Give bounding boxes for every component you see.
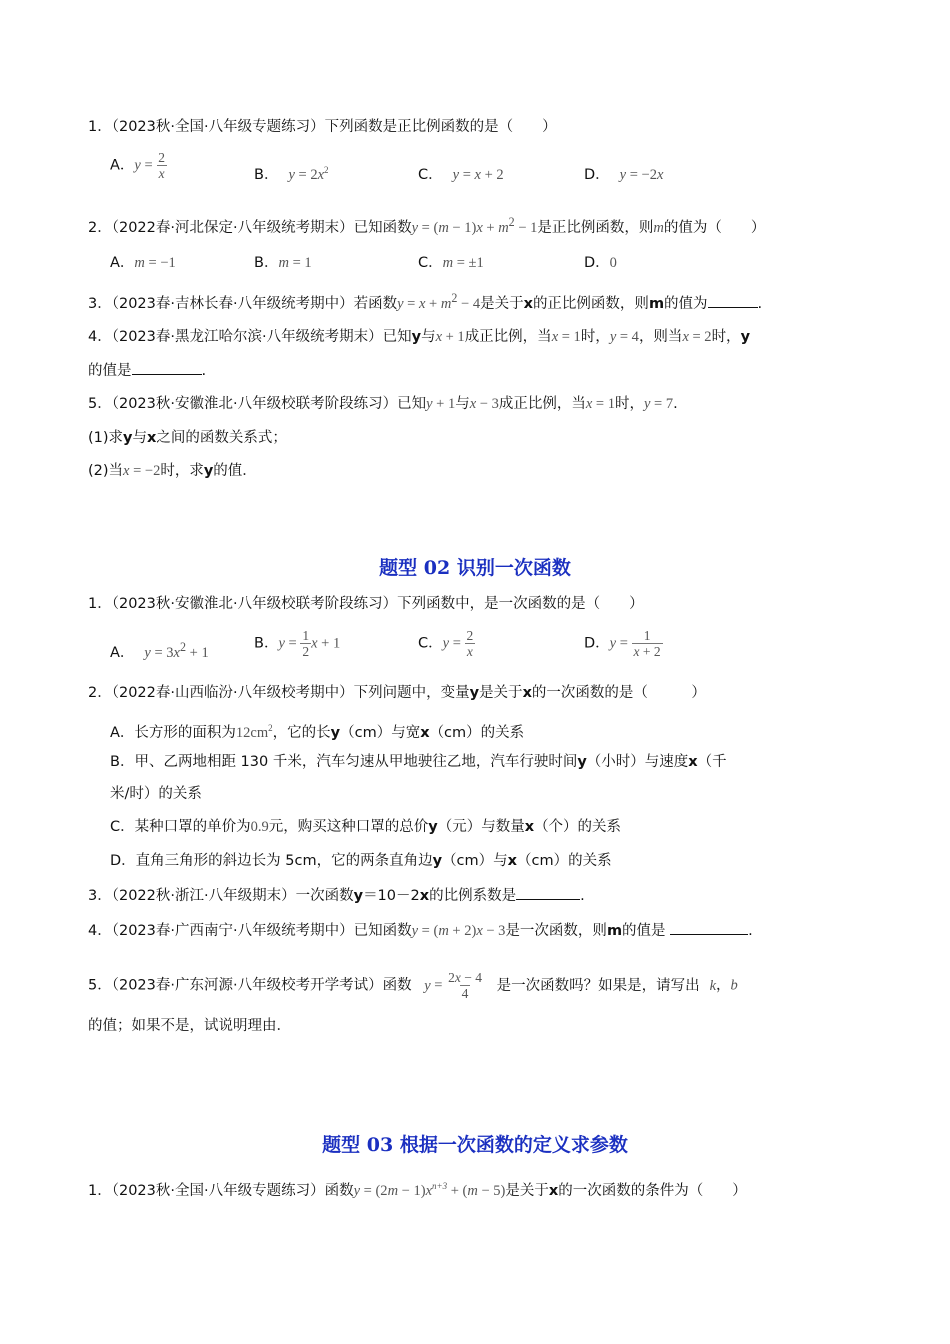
s1-q5-stem: 5．（2023秋·安徽淮北·八年级校联考阶段练习）已知y + 1与x − 3成正比例，当x = 1时，y = 7.: [88, 396, 678, 412]
question-number: 1．: [88, 119, 112, 135]
s1-q1-option-a[interactable]: A．y = $\frac{2}{x}$: [110, 150, 166, 181]
s1-q2-stem: 2．（2022春·河北保定·八年级统考期末）已知函数$y = (m - 1)x + m^2 - 1$是正比例函数，则m的值为（ ）: [88, 215, 766, 236]
s1-q5-part1: (1)求y与x之间的函数关系式；: [88, 430, 287, 446]
s2-q3-stem: 3．（2022秋·浙江·八年级期末）一次函数y＝10－2x的比例系数是 .: [88, 885, 585, 906]
s1-q1-stem: [88, 117, 557, 137]
s1-q1-option-b[interactable]: B． $y = 2x^2$: [254, 165, 329, 183]
s2-q1-option-d[interactable]: D．y = $\frac{1}{x + 2}$: [584, 628, 661, 659]
s2-q2-option-c[interactable]: C．某种口罩的单价为0.9元，购买这种口罩的总价y（元）与数量x（个）的关系: [110, 819, 622, 835]
question-text: 下列函数是正比例函数的是（ ）: [324, 119, 557, 135]
s2-q1-option-a[interactable]: A． $y = 3x^2 + 1$: [110, 640, 209, 661]
s2-q5-stem: 5．（2023春·广东河源·八年级校考开学考试）函数 y = $\frac{2x - 4}{4}$ 是一次函数吗？如果是，请写出 k，b: [88, 970, 738, 1001]
s2-q1-stem: 1．（2023秋·安徽淮北·八年级校联考阶段练习）下列函数中，是一次函数的是（ ）: [88, 596, 644, 612]
s1-q1-option-d[interactable]: D． y = −2x: [584, 167, 664, 183]
s2-q2-option-a[interactable]: A．长方形的面积为$12cm^2$，它的长y（cm）与宽x（cm）的关系: [110, 723, 525, 741]
s1-q2-option-a[interactable]: A．m = −1: [110, 255, 176, 271]
s1-q3-stem: 3．（2023春·吉林长春·八年级统考期中）若函数$y = x + m^2 - 4$是关于x的正比例函数，则m的值为 .: [88, 291, 763, 312]
s1-q2-option-c[interactable]: C．m = ±1: [418, 255, 484, 271]
section-title-03: 题型 03 根据一次函数的定义求参数: [322, 1134, 628, 1156]
answer-blank[interactable]: [670, 920, 748, 935]
answer-blank[interactable]: [708, 293, 758, 308]
s1-q5-part2: (2)当x = −2时，求y的值．: [88, 463, 257, 479]
answer-blank[interactable]: [132, 360, 202, 375]
s2-q2-option-d[interactable]: D．直角三角形的斜边长为 5cm，它的两条直角边y（cm）与x（cm）的关系: [110, 853, 612, 869]
s2-q2-option-b-line2: 米/时）的关系: [110, 786, 202, 802]
s2-q2-stem: 2．（2022春·山西临汾·八年级校考期中）下列问题中，变量y是关于x的一次函数的是（ ）: [88, 685, 706, 701]
s2-q1-option-c[interactable]: C．y = $\frac{2}{x}$: [418, 628, 474, 659]
s1-q1-option-c[interactable]: C． y = x + 2: [418, 167, 504, 183]
s1-q2-option-b[interactable]: B．m = 1: [254, 255, 312, 271]
section-title-02: 题型 02 识别一次函数: [379, 557, 571, 579]
s3-q1-stem: 1．（2023秋·全国·八年级专题练习）函数$y = (2m - 1)x^{n+3} + (m - 5)$是关于x的一次函数的条件为（ ）: [88, 1181, 747, 1199]
question-source: （2023秋·全国·八年级专题练习）: [111, 119, 325, 135]
s2-q2-option-b[interactable]: B．甲、乙两地相距 130 千米，汽车匀速从甲地驶往乙地，汽车行驶时间y（小时）与速度x（千: [110, 754, 727, 770]
s1-q4-line2: 的值是 .: [88, 360, 206, 381]
s1-q4-stem: 4．（2023春·黑龙江哈尔滨·八年级统考期末）已知y与x + 1成正比例，当x = 1时，y = 4，则当x = 2时，y: [88, 329, 751, 345]
answer-blank[interactable]: [516, 885, 580, 900]
s1-q2-option-d[interactable]: D．0: [584, 255, 617, 271]
s2-q5-line2: 的值；如果不是，试说明理由．: [88, 1018, 291, 1034]
s2-q4-stem: 4．（2023春·广西南宁·八年级统考期中）已知函数y = (m + 2)x − 3是一次函数，则m的值是 .: [88, 920, 753, 941]
s2-q1-option-b[interactable]: B．y = $\frac{1}{2}$ x + 1: [254, 628, 341, 659]
